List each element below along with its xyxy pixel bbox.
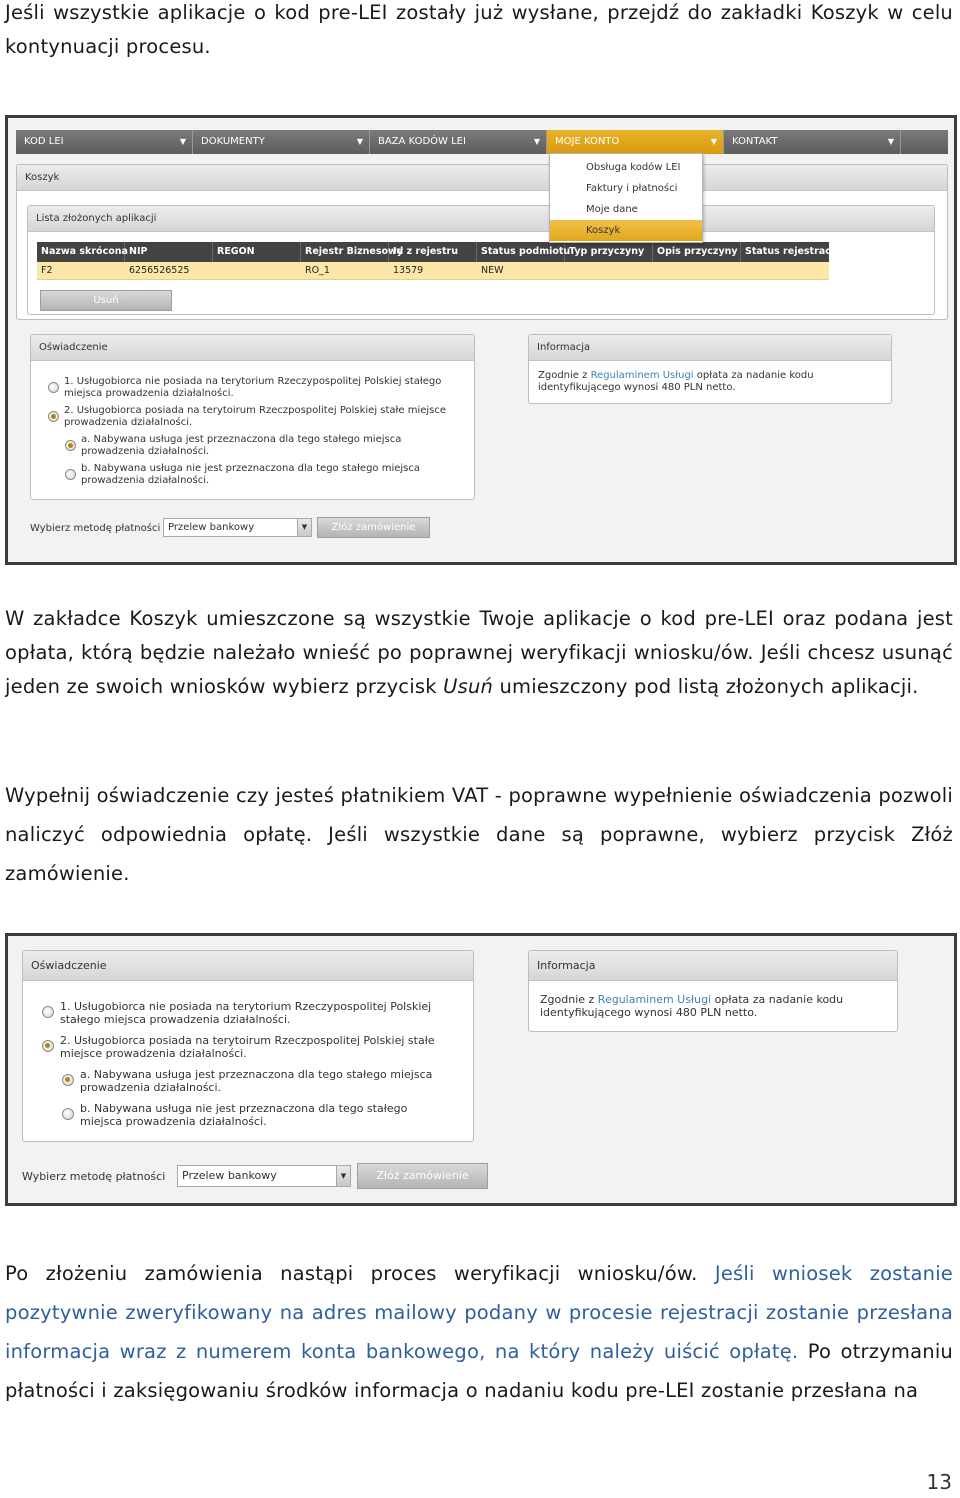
nav-kontakt[interactable]: KONTAKT ▼ bbox=[724, 130, 901, 154]
radio-option-2[interactable] bbox=[42, 1040, 54, 1052]
option-a-label: a. Nabywana usługa jest przeznaczona dla tego stałego miejsca prowadzenia działalności. bbox=[80, 1068, 433, 1094]
radio-option-b[interactable] bbox=[65, 469, 76, 480]
cart-panel-title: Koszyk bbox=[17, 165, 947, 191]
radio-option-2[interactable] bbox=[48, 411, 59, 422]
option-b-label: b. Nabywana usługa nie jest przeznaczona dla tego stałego miejsca prowadzenia działalności. bbox=[80, 1102, 408, 1128]
delete-button[interactable]: Usuń bbox=[40, 290, 172, 311]
cart-paragraph: W zakładce Koszyk umieszczone są wszystkie Twoje aplikacje o kod pre-LEI oraz podana jest opłata, którą będzie należało wnieść po poprawnej weryfikacji wniosku/ów. Jeśli chcesz usunąć jeden ze swoich wniosków wybierz przycisk Usuń umieszczony pod listą złożonych aplikacji. bbox=[5, 607, 953, 698]
chevron-down-icon: ▼ bbox=[179, 137, 186, 146]
chevron-down-icon: ▼ bbox=[710, 137, 717, 146]
option-b-label: b. Nabywana usługa nie jest przeznaczona dla tego stałego miejsca prowadzenia działalności. bbox=[81, 463, 421, 486]
column-header[interactable]: Typ przyczyny bbox=[565, 242, 653, 262]
option-1-label: 1. Usługobiorca nie posiada na terytorium Rzeczypospolitej Polskiej stałego miejsca prowadzenia działalności. bbox=[64, 376, 442, 399]
information-text: Zgodnie z Regulaminem Usługi opłata za nadanie kodu identyfikującego wynosi 480 PLN netto. bbox=[538, 370, 814, 393]
radio-option-1[interactable] bbox=[48, 382, 59, 393]
table-cell: 13579 bbox=[393, 265, 424, 276]
column-header[interactable]: REGON bbox=[213, 242, 301, 262]
nav-baza-kodow[interactable]: BAZA KODÓW LEI ▼ bbox=[370, 130, 547, 154]
terms-link[interactable]: Regulaminem Usługi bbox=[590, 370, 694, 381]
column-header[interactable]: Nazwa skrócona bbox=[37, 242, 125, 262]
option-a-label: a. Nabywana usługa jest przeznaczona dla tego stałego miejsca prowadzenia działalności. bbox=[81, 434, 402, 457]
declaration-title: Oświadczenie bbox=[31, 335, 474, 361]
table-cell: 6256526525 bbox=[129, 265, 190, 276]
table-cell bbox=[213, 262, 301, 280]
payment-method-label: Wybierz metodę płatności bbox=[30, 523, 161, 534]
nav-moje-konto[interactable]: MOJE KONTO ▼ bbox=[547, 130, 724, 154]
account-dropdown-menu bbox=[549, 153, 703, 243]
cart-screenshot bbox=[5, 115, 957, 565]
top-nav bbox=[16, 130, 948, 154]
menu-item-invoices[interactable]: Faktury i płatności bbox=[586, 183, 678, 194]
column-header[interactable]: NIP bbox=[125, 242, 213, 262]
chevron-down-icon: ▼ bbox=[336, 1166, 350, 1186]
declaration-screenshot bbox=[5, 933, 957, 1206]
menu-item-cart[interactable]: Koszyk bbox=[550, 220, 702, 241]
chevron-down-icon: ▼ bbox=[887, 137, 894, 146]
chevron-down-icon: ▼ bbox=[533, 137, 540, 146]
menu-item-lei-codes[interactable]: Obsługa kodów LEI bbox=[586, 162, 681, 173]
applications-list-panel bbox=[27, 205, 935, 315]
payment-method-select[interactable]: Przelew bankowy ▼ bbox=[177, 1165, 351, 1187]
nav-kod-lei[interactable]: KOD LEI ▼ bbox=[16, 130, 193, 154]
radio-option-a[interactable] bbox=[65, 440, 76, 451]
applications-list-title: Lista złożonych aplikacji bbox=[28, 206, 934, 232]
intro-paragraph: Jeśli wszystkie aplikacje o kod pre-LEI zostały już wysłane, przejdź do zakładki Koszyk w celu kontynuacji procesu. bbox=[5, 1, 953, 58]
column-header[interactable]: Status rejestracji bbox=[745, 246, 838, 257]
information-title: Informacja bbox=[529, 951, 897, 981]
terms-link[interactable]: Regulaminem Usługi bbox=[597, 993, 712, 1006]
option-2-label: 2. Usługobiorca posiada na terytoirum Rzeczpospolitej Polskiej stałe miejsce prowadzenia działalności. bbox=[64, 405, 447, 428]
radio-option-a[interactable] bbox=[62, 1074, 74, 1086]
information-panel bbox=[528, 334, 892, 404]
radio-option-1[interactable] bbox=[42, 1006, 54, 1018]
table-cell bbox=[565, 262, 653, 280]
table-cell bbox=[741, 262, 829, 280]
table-cell: RO_1 bbox=[305, 265, 330, 276]
table-cell: NEW bbox=[481, 265, 504, 276]
option-2-label: 2. Usługobiorca posiada na terytoirum Rzeczpospolitej Polskiej stałe miejsce prowadzenia działalności. bbox=[60, 1034, 435, 1060]
column-header[interactable]: Rejestr Biznesowy bbox=[301, 242, 389, 262]
option-1-label: 1. Usługobiorca nie posiada na terytorium Rzeczypospolitej Polskiej stałego miejsca prowadzenia działalności. bbox=[60, 1000, 432, 1026]
column-header[interactable]: Status podmiotu bbox=[477, 242, 565, 262]
final-paragraph: Po złożeniu zamówienia nastąpi proces weryfikacji wniosku/ów. Jeśli wniosek zostanie pozytywnie zweryfikowany na adres mailowy podany w procesie rejestracji zostanie przesłana informacja wraz z numerem konta bankowego, na który należy uiścić opłatę. Po otrzymaniu płatności i zaksięgowaniu środków informacja o nadaniu kodu pre-LEI zostanie przesłana na bbox=[5, 1262, 954, 1402]
column-header[interactable]: Opis przyczyny bbox=[653, 242, 741, 262]
chevron-down-icon: ▼ bbox=[297, 519, 311, 536]
table-header bbox=[37, 242, 838, 262]
page-number: 13 bbox=[926, 1470, 952, 1494]
declaration-panel bbox=[30, 334, 475, 500]
information-panel bbox=[528, 950, 898, 1032]
submit-order-button[interactable]: Złóż zamówienie bbox=[357, 1163, 488, 1189]
declaration-title: Oświadczenie bbox=[23, 951, 473, 981]
declaration-panel bbox=[22, 950, 474, 1142]
table-cell: F2 bbox=[41, 265, 53, 276]
table-cell bbox=[653, 262, 741, 280]
submit-order-button[interactable]: Złóż zamówienie bbox=[317, 517, 430, 538]
chevron-down-icon: ▼ bbox=[356, 137, 363, 146]
payment-method-select[interactable]: Przelew bankowy ▼ bbox=[163, 518, 312, 537]
nav-dokumenty[interactable]: DOKUMENTY ▼ bbox=[193, 130, 370, 154]
payment-method-label: Wybierz metodę płatności bbox=[22, 1170, 166, 1183]
radio-option-b[interactable] bbox=[62, 1108, 74, 1120]
cart-panel bbox=[16, 164, 948, 320]
declaration-paragraph: Wypełnij oświadczenie czy jesteś płatnikiem VAT - poprawne wypełnienie oświadczenia pozwoli naliczyć odpowiednia opłatę. Jeśli wszystkie dane są poprawne, wybierz przycisk Złóż zamówienie. bbox=[5, 784, 953, 885]
column-header[interactable]: Id z rejestru bbox=[389, 242, 477, 262]
table-row[interactable] bbox=[37, 262, 829, 280]
information-text: Zgodnie z Regulaminem Usługi opłata za nadanie kodu identyfikującego wynosi 480 PLN netto. bbox=[540, 993, 844, 1019]
information-title: Informacja bbox=[529, 335, 891, 361]
menu-item-my-data[interactable]: Moje dane bbox=[586, 204, 638, 215]
